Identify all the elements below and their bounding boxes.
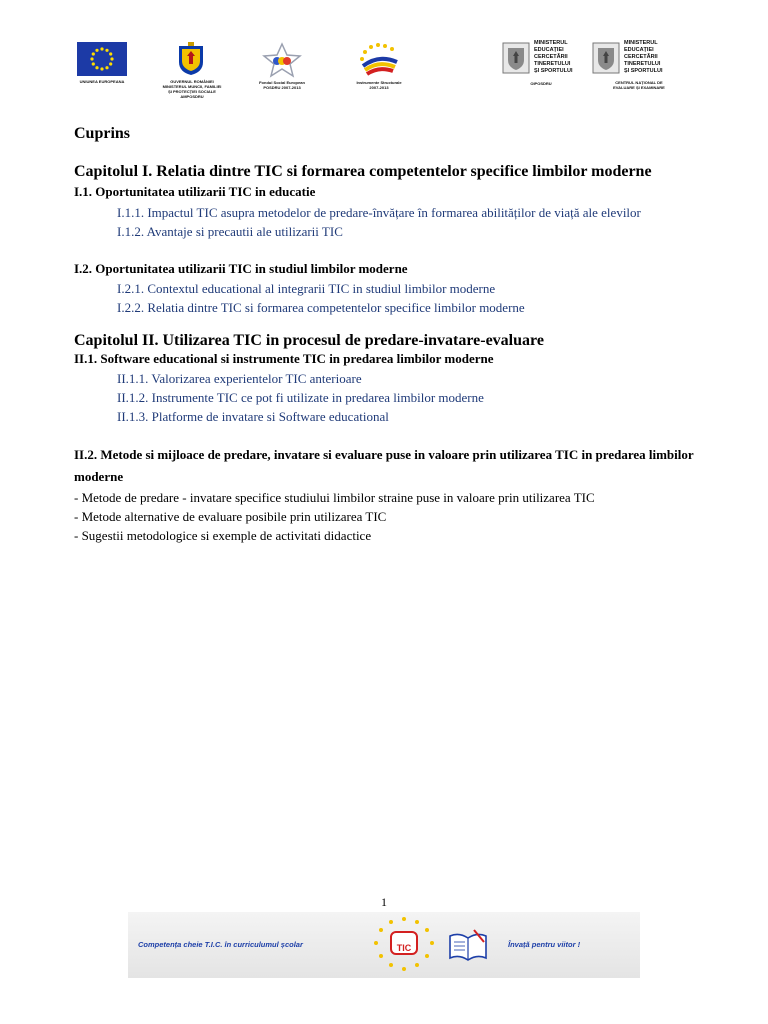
fse-star-logo-icon: [262, 42, 302, 78]
ministry-label: MINISTERUL EDUCAȚIEI CERCETĂRII TINERETULUI ȘI SPORTULUI: [534, 40, 573, 74]
cnee-caption: CENTRUL NAȚIONAL DE EVALUARE ȘI EXAMINARE: [613, 80, 665, 90]
oiposdru-caption: OIPOSDRU: [530, 81, 552, 86]
toc-title: Cuprins: [74, 125, 131, 142]
section-1-1[interactable]: I.1. Oportunitatea utilizarii TIC in educatie: [74, 184, 316, 199]
footer-banner: [128, 912, 640, 978]
section-2-2[interactable]: II.2. Metode si mijloace de predare, invatare si evaluare puse in valoare prin utilizarea TIC in predarea limbilor moderne: [74, 447, 694, 484]
toc: [74, 124, 704, 545]
subsection-1-2-2[interactable]: I.2.2. Relatia dintre TIC si formarea competentelor specifice limbilor moderne: [117, 300, 525, 315]
ministry-crest-icon-2: [592, 42, 620, 74]
list-item: - Metode alternative de evaluare posibile prin utilizarea TIC: [74, 509, 387, 524]
eu-caption: UNIUNEA EUROPEANA: [79, 79, 125, 84]
chapter-1-heading[interactable]: Capitolul I. Relatia dintre TIC si formarea competentelor specifice limbilor moderne: [74, 163, 652, 180]
subsection-1-2-1[interactable]: I.2.1. Contextul educational al integrarii TIC in studiul limbilor moderne: [117, 281, 496, 296]
romania-coat-of-arms-icon: [176, 42, 206, 76]
subsection-2-1-2[interactable]: II.1.2. Instrumente TIC ce pot fi utilizate in predarea limbilor moderne: [117, 390, 484, 405]
subsection-2-1-1[interactable]: II.1.1. Valorizarea experientelor TIC anterioare: [117, 371, 362, 386]
tic-badge: TIC: [396, 943, 412, 953]
footer-left-text: Competența cheie T.I.C. în curriculumul școlar: [138, 940, 303, 949]
ministry-crest-icon: [502, 42, 530, 74]
ministry-label-2: MINISTERUL EDUCAȚIEI CERCETĂRII TINERETULUI ȘI SPORTULUI: [624, 40, 663, 74]
list-item: - Sugestii metodologice si exemple de activitati didactice: [74, 528, 372, 543]
section-2-1[interactable]: II.1. Software educational si instrumente TIC in predarea limbilor moderne: [74, 351, 494, 366]
structural-instruments-caption: Instrumente Structurale 2007-2013: [356, 80, 402, 90]
government-caption: GUVERNUL ROMÂNIEI MINISTERUL MUNCII, FAMILIEI ȘI PROTECȚIEI SOCIALE AMPOSDRU: [162, 79, 222, 99]
page-number: 1: [381, 895, 387, 909]
eu-flag-icon: [77, 42, 127, 76]
book-pencil-icon: [446, 926, 490, 964]
section-1-2[interactable]: I.2. Oportunitatea utilizarii TIC in studiul limbilor moderne: [74, 261, 408, 276]
subsection-1-1-2[interactable]: I.1.2. Avantaje si precautii ale utilizarii TIC: [117, 224, 343, 239]
subsection-1-1-1[interactable]: I.1.1. Impactul TIC asupra metodelor de predare-învățare în formarea abilităților de viață ale elevilor: [117, 205, 641, 220]
chapter-2-heading[interactable]: Capitolul II. Utilizarea TIC in procesul de predare-invatare-evaluare: [74, 332, 544, 349]
structural-instruments-logo-icon: [355, 40, 403, 78]
header-logos: [0, 0, 768, 110]
list-item: - Metode de predare - invatare specifice studiului limbilor straine puse in valoare prin utilizarea TIC: [74, 490, 595, 505]
subsection-2-1-3[interactable]: II.1.3. Platforme de invatare si Software educational: [117, 409, 389, 424]
fse-caption: Fondul Social European POSDRU 2007-2013: [259, 80, 305, 90]
footer-right-text: Învață pentru viitor !: [508, 940, 581, 949]
